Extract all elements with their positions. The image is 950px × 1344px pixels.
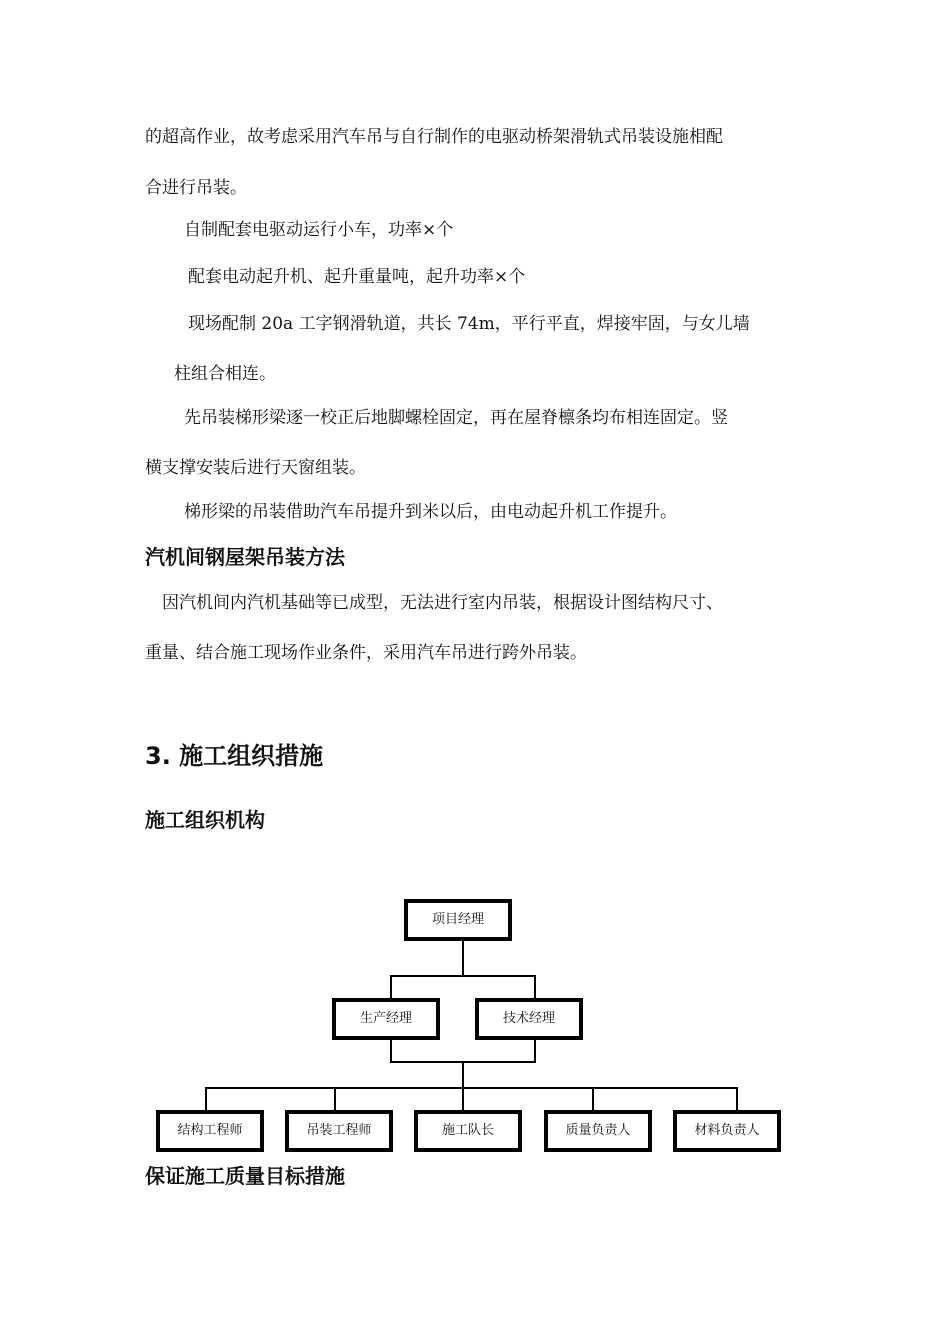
paragraph-line: 的超高作业，故考虑采用汽车吊与自行制作的电驱动桥架滑轨式吊装设施相配 <box>145 127 723 147</box>
paragraph-line: 配套电动起升机、起升重量吨，起升功率×个 <box>188 267 526 287</box>
connector <box>462 1061 464 1088</box>
paragraph-line: 因汽机间内汽机基础等已成型，无法进行室内吊装，根据设计图结构尺寸、 <box>162 593 723 613</box>
org-node-lifting-engineer: 吊装工程师 <box>285 1110 393 1152</box>
paragraph-line: 先吊装梯形梁逐一校正后地脚螺栓固定，再在屋脊檩条均布相连固定。竖 <box>184 408 728 428</box>
connector <box>462 941 464 976</box>
connector <box>462 1087 464 1111</box>
connector <box>534 1040 536 1062</box>
paragraph-line: 柱组合相连。 <box>174 364 276 384</box>
paragraph-line: 横支撑安装后进行天窗组装。 <box>145 458 366 478</box>
connector <box>534 975 536 999</box>
section-heading: 施工组织机构 <box>145 808 265 832</box>
connector <box>390 1040 392 1062</box>
connector <box>592 1087 594 1111</box>
org-node-construction-captain: 施工队长 <box>414 1110 522 1152</box>
org-node-production-manager: 生产经理 <box>332 998 440 1040</box>
paragraph-line: 重量、结合施工现场作业条件，采用汽车吊进行跨外吊装。 <box>145 643 587 663</box>
section-heading: 汽机间钢屋架吊装方法 <box>145 545 345 569</box>
org-node-materials-lead: 材料负责人 <box>673 1110 781 1152</box>
paragraph-line: 自制配套电驱动运行小车，功率×个 <box>184 220 454 240</box>
paragraph-line: 梯形梁的吊装借助汽车吊提升到米以后，由电动起升机工作提升。 <box>184 502 677 522</box>
org-node-quality-lead: 质量负责人 <box>544 1110 652 1152</box>
paragraph-line: 合进行吊装。 <box>145 178 247 198</box>
connector <box>205 1087 207 1111</box>
chapter-heading: 3. 施工组织措施 <box>145 742 324 770</box>
org-node-structural-engineer: 结构工程师 <box>156 1110 264 1152</box>
org-node-project-manager: 项目经理 <box>404 899 512 941</box>
org-node-technical-manager: 技术经理 <box>475 998 583 1040</box>
paragraph-line: 现场配制 20a 工字钢滑轨道，共长 74m，平行平直，焊接牢固，与女儿墙 <box>188 314 750 334</box>
connector <box>390 975 392 999</box>
connector <box>334 1087 336 1111</box>
connector <box>390 975 536 977</box>
connector <box>736 1087 738 1111</box>
connector <box>205 1087 738 1089</box>
section-heading: 保证施工质量目标措施 <box>145 1164 345 1188</box>
